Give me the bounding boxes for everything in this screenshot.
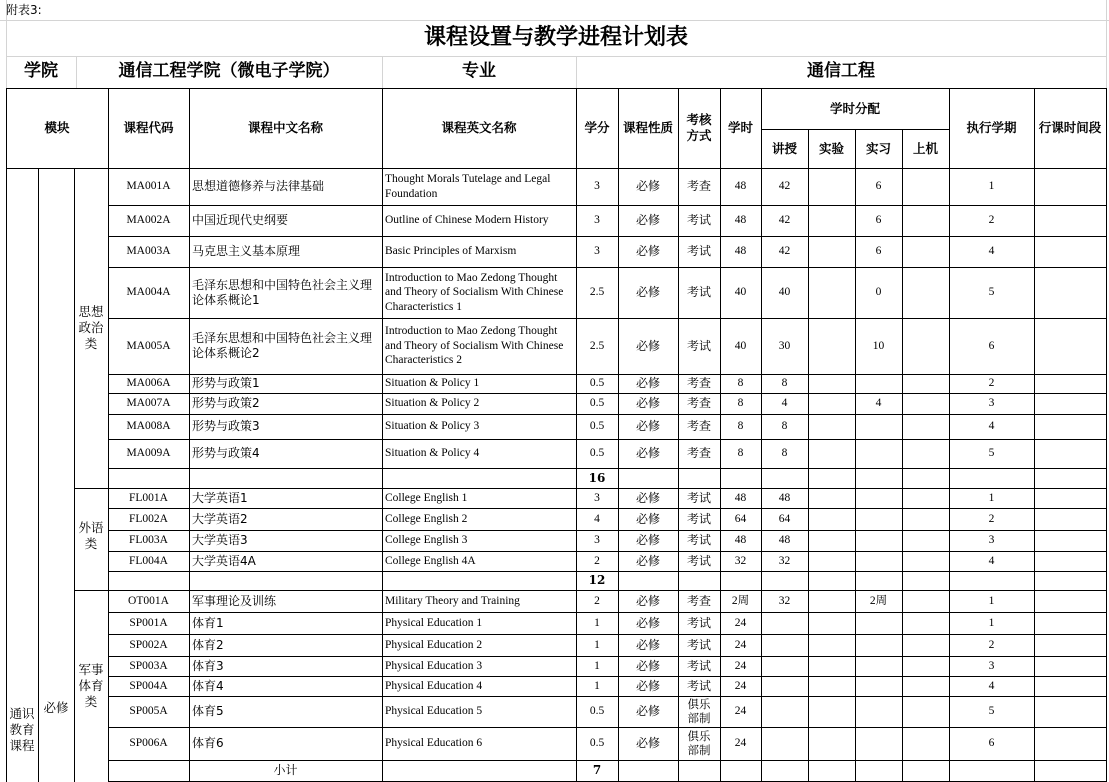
course-hours-cell: 8 xyxy=(737,447,744,460)
course-practice-cell: 10 xyxy=(872,339,885,352)
course-practice-cell xyxy=(855,656,902,676)
course-nature-cell: 必修 xyxy=(635,704,660,718)
course-nature-cell: 必修 xyxy=(635,553,660,568)
module-foreign-language: 外语类 xyxy=(78,519,104,551)
header-nature: 课程性质 xyxy=(622,120,673,136)
course-assess-cell: 考试 xyxy=(686,338,711,353)
course-lecture-cell xyxy=(761,727,808,760)
course-hours-cell: 64 xyxy=(734,512,747,525)
course-hours-cell: 8 xyxy=(737,377,744,390)
course-practice-cell xyxy=(855,676,902,696)
course-semester-cell: 1 xyxy=(988,594,995,607)
course-semester-cell: 5 xyxy=(988,447,995,460)
course-semester-cell: 4 xyxy=(988,420,995,433)
course-code-cell: MA004A xyxy=(126,286,171,299)
course-experiment-cell xyxy=(808,727,855,760)
course-credit-cell: 4 xyxy=(594,512,600,525)
course-lecture-cell: 48 xyxy=(778,534,791,547)
subtotal-military-label: 小计 xyxy=(273,762,298,777)
course-nature-cell: 必修 xyxy=(635,179,660,193)
course-cn-cell: 毛泽东思想和中国特色社会主义理论体系概论1 xyxy=(192,277,373,307)
course-en-cell: Situation & Policy 4 xyxy=(385,447,480,460)
course-experiment-cell xyxy=(808,374,855,393)
course-semester-cell: 2 xyxy=(988,512,995,525)
course-practice-cell: 2周 xyxy=(869,594,888,607)
course-assess-cell: 考查 xyxy=(686,593,711,608)
course-lecture-cell: 64 xyxy=(778,512,791,525)
course-experiment-cell xyxy=(808,267,855,318)
course-computer-cell xyxy=(902,508,949,530)
course-credit-cell: 2 xyxy=(594,594,600,607)
course-en-cell: Physical Education 5 xyxy=(385,705,483,718)
course-practice-cell xyxy=(855,374,902,393)
course-semester-cell: 4 xyxy=(988,554,995,567)
course-semester-cell: 6 xyxy=(988,339,995,352)
course-lecture-cell: 42 xyxy=(778,214,791,227)
course-code-cell: FL002A xyxy=(129,512,168,525)
course-computer-cell xyxy=(902,488,949,508)
course-cn-cell: 大学英语4A xyxy=(192,553,256,568)
course-semester-cell: 3 xyxy=(988,534,995,547)
course-assess-cell: 考试 xyxy=(686,213,711,227)
course-assess-cell: 考试 xyxy=(686,678,711,693)
course-experiment-cell xyxy=(808,439,855,468)
header-name-en: 课程英文名称 xyxy=(441,120,517,136)
course-assess-cell: 考试 xyxy=(686,511,711,526)
course-credit-cell: 2.5 xyxy=(589,286,605,299)
course-practice-cell xyxy=(855,696,902,727)
course-lecture-cell: 4 xyxy=(781,397,788,410)
course-practice-cell xyxy=(855,439,902,468)
course-en-cell: Outline of Chinese Modern History xyxy=(385,214,549,227)
course-assess-cell: 俱乐部制 xyxy=(687,697,711,725)
course-computer-cell xyxy=(902,696,949,727)
subtotal-foreign: 12 xyxy=(588,573,606,587)
course-computer-cell xyxy=(902,267,949,318)
course-en-cell: Introduction to Mao Zedong Thought and Theory of Socialism With Chinese Characteristics 2 xyxy=(385,325,564,367)
course-cn-cell: 体育6 xyxy=(192,736,224,750)
course-en-cell: Military Theory and Training xyxy=(385,594,520,607)
course-cn-cell: 形势与政策2 xyxy=(192,396,260,410)
course-lecture-cell: 40 xyxy=(778,286,791,299)
course-hours-cell: 24 xyxy=(734,659,747,672)
course-credit-cell: 0.5 xyxy=(589,420,605,433)
course-experiment-cell xyxy=(808,530,855,551)
course-code-cell: MA002A xyxy=(126,214,171,227)
course-cn-cell: 形势与政策4 xyxy=(192,446,260,460)
course-code-cell: SP001A xyxy=(129,616,168,629)
course-practice-cell: 6 xyxy=(875,245,882,258)
course-lecture-cell: 42 xyxy=(778,180,791,193)
course-credit-cell: 2.5 xyxy=(589,339,605,352)
header-practice: 实习 xyxy=(865,140,891,156)
course-practice-cell: 4 xyxy=(875,397,882,410)
course-cn-cell: 体育3 xyxy=(192,658,224,673)
course-computer-cell xyxy=(902,414,949,439)
course-nature-cell: 必修 xyxy=(635,511,660,526)
course-semester-cell: 5 xyxy=(988,705,995,718)
course-semester-cell: 5 xyxy=(988,286,995,299)
course-experiment-cell xyxy=(808,634,855,656)
course-computer-cell xyxy=(902,656,949,676)
course-cn-cell: 体育1 xyxy=(192,615,224,630)
course-nature-cell: 必修 xyxy=(635,678,660,693)
course-practice-cell xyxy=(855,634,902,656)
course-practice-cell xyxy=(855,727,902,760)
course-cn-cell: 思想道德修养与法律基础 xyxy=(192,179,325,193)
course-assess-cell: 考试 xyxy=(686,533,711,547)
header-credit: 学分 xyxy=(584,120,610,136)
course-semester-cell: 3 xyxy=(988,659,995,672)
course-practice-cell: 0 xyxy=(875,286,882,299)
course-lecture-cell xyxy=(761,612,808,634)
course-en-cell: Thought Morals Tutelage and Legal Foundation xyxy=(385,173,551,200)
course-credit-cell: 3 xyxy=(594,245,600,258)
course-lecture-cell: 30 xyxy=(778,339,791,352)
course-practice-cell xyxy=(855,551,902,571)
module-military-sports: 军事体育类 xyxy=(78,661,104,710)
course-cn-cell: 大学英语3 xyxy=(192,533,248,547)
course-experiment-cell xyxy=(808,612,855,634)
subtotal-military: 7 xyxy=(592,762,602,777)
course-nature-cell: 必修 xyxy=(635,736,660,750)
header-code: 课程代码 xyxy=(123,120,174,136)
course-computer-cell xyxy=(902,634,949,656)
course-assess-cell: 考试 xyxy=(686,285,711,299)
course-hours-cell: 40 xyxy=(734,339,747,352)
course-credit-cell: 2 xyxy=(594,554,600,567)
course-nature-cell: 必修 xyxy=(635,533,660,547)
course-code-cell: MA003A xyxy=(126,245,171,258)
course-nature-cell: 必修 xyxy=(635,285,660,299)
course-semester-cell: 2 xyxy=(988,377,995,390)
course-practice-cell: 6 xyxy=(875,214,882,227)
course-nature-cell: 必修 xyxy=(635,338,660,353)
course-lecture-cell: 48 xyxy=(778,491,791,504)
course-semester-cell: 1 xyxy=(988,491,995,504)
course-lecture-cell: 42 xyxy=(778,245,791,258)
course-semester-cell: 1 xyxy=(988,616,995,629)
course-credit-cell: 0.5 xyxy=(589,737,605,750)
course-credit-cell: 1 xyxy=(594,679,600,692)
course-nature-cell: 必修 xyxy=(635,637,660,652)
course-computer-cell xyxy=(902,551,949,571)
page-title: 课程设置与教学进程计划表 xyxy=(423,25,688,51)
course-credit-cell: 0.5 xyxy=(589,447,605,460)
course-cn-cell: 大学英语1 xyxy=(192,490,248,505)
module-required: 必修 xyxy=(43,699,69,715)
course-hours-cell: 48 xyxy=(734,534,747,547)
header-computer: 上机 xyxy=(912,140,938,156)
major-label: 专业 xyxy=(462,61,496,82)
subtotal-politics: 16 xyxy=(588,470,606,485)
course-hours-cell: 48 xyxy=(734,491,747,504)
course-credit-cell: 0.5 xyxy=(589,397,605,410)
course-experiment-cell xyxy=(808,508,855,530)
header-weekly-slot: 行课时间段 xyxy=(1038,120,1102,136)
course-semester-cell: 4 xyxy=(988,679,995,692)
course-practice-cell xyxy=(855,488,902,508)
course-lecture-cell xyxy=(761,634,808,656)
college-value: 通信工程学院（微电子学院） xyxy=(118,61,340,82)
course-en-cell: Physical Education 1 xyxy=(385,616,483,629)
course-experiment-cell xyxy=(808,318,855,374)
course-semester-cell: 2 xyxy=(988,638,995,651)
course-semester-cell: 6 xyxy=(988,737,995,750)
course-en-cell: College English 2 xyxy=(385,512,468,525)
course-en-cell: Situation & Policy 2 xyxy=(385,397,480,410)
course-practice-cell xyxy=(855,414,902,439)
course-assess-cell: 考试 xyxy=(686,615,711,630)
header-hours: 学时 xyxy=(727,120,753,136)
course-code-cell: MA007A xyxy=(126,397,171,410)
course-computer-cell xyxy=(902,236,949,267)
course-code-cell: FL001A xyxy=(129,491,168,504)
course-en-cell: Situation & Policy 1 xyxy=(385,377,480,390)
course-hours-cell: 48 xyxy=(734,245,747,258)
course-cn-cell: 体育2 xyxy=(192,637,224,652)
course-experiment-cell xyxy=(808,236,855,267)
course-code-cell: SP002A xyxy=(129,638,168,651)
course-hours-cell: 24 xyxy=(734,616,747,629)
course-en-cell: Introduction to Mao Zedong Thought and Theory of Socialism With Chinese Characteristics 1 xyxy=(385,271,564,313)
course-lecture-cell xyxy=(761,676,808,696)
course-computer-cell xyxy=(902,393,949,414)
course-code-cell: MA005A xyxy=(126,339,171,352)
course-lecture-cell xyxy=(761,696,808,727)
course-nature-cell: 必修 xyxy=(635,490,660,505)
course-experiment-cell xyxy=(808,656,855,676)
course-credit-cell: 0.5 xyxy=(589,705,605,718)
course-hours-cell: 48 xyxy=(734,214,747,227)
course-assess-cell: 考查 xyxy=(686,179,711,193)
module-general-education: 通识教育课程 xyxy=(9,705,35,754)
course-computer-cell xyxy=(902,727,949,760)
course-lecture-cell: 8 xyxy=(781,420,788,433)
course-computer-cell xyxy=(902,374,949,393)
course-code-cell: FL004A xyxy=(129,554,168,567)
course-lecture-cell: 8 xyxy=(781,447,788,460)
course-experiment-cell xyxy=(808,393,855,414)
course-credit-cell: 1 xyxy=(594,616,600,629)
course-code-cell: SP003A xyxy=(129,659,168,672)
course-nature-cell: 必修 xyxy=(635,213,660,227)
course-assess-cell: 俱乐部制 xyxy=(687,729,711,757)
course-en-cell: College English 4A xyxy=(385,554,476,567)
course-practice-cell xyxy=(855,530,902,551)
course-code-cell: FL003A xyxy=(129,534,168,547)
course-en-cell: Physical Education 6 xyxy=(385,737,483,750)
course-cn-cell: 大学英语2 xyxy=(192,511,248,526)
course-cn-cell: 体育4 xyxy=(192,678,224,693)
course-en-cell: Physical Education 2 xyxy=(385,638,483,651)
course-hours-cell: 24 xyxy=(734,638,747,651)
course-credit-cell: 3 xyxy=(594,180,600,193)
course-hours-cell: 48 xyxy=(734,180,747,193)
course-nature-cell: 必修 xyxy=(635,244,660,258)
course-cn-cell: 毛泽东思想和中国特色社会主义理论体系概论2 xyxy=(192,331,373,360)
course-semester-cell: 3 xyxy=(988,397,995,410)
course-experiment-cell xyxy=(808,414,855,439)
course-assess-cell: 考试 xyxy=(686,658,711,673)
course-code-cell: MA006A xyxy=(126,377,171,390)
course-credit-cell: 1 xyxy=(594,659,600,672)
course-computer-cell xyxy=(902,676,949,696)
major-value: 通信工程 xyxy=(807,61,875,82)
course-nature-cell: 必修 xyxy=(635,658,660,673)
course-code-cell: OT001A xyxy=(128,594,169,607)
course-cn-cell: 中国近现代史纲要 xyxy=(192,213,289,227)
course-nature-cell: 必修 xyxy=(635,593,660,608)
course-computer-cell xyxy=(902,439,949,468)
course-hours-cell: 24 xyxy=(734,679,747,692)
course-computer-cell xyxy=(902,530,949,551)
header-experiment: 实验 xyxy=(818,140,844,156)
course-lecture-cell: 32 xyxy=(778,594,791,607)
course-assess-cell: 考试 xyxy=(686,244,711,258)
course-assess-cell: 考查 xyxy=(686,446,711,460)
course-en-cell: Physical Education 4 xyxy=(385,679,483,692)
course-practice-cell xyxy=(855,612,902,634)
header-lecture: 讲授 xyxy=(771,140,797,156)
course-assess-cell: 考试 xyxy=(686,553,711,568)
course-hours-cell: 2周 xyxy=(731,594,750,607)
course-experiment-cell xyxy=(808,205,855,236)
course-semester-cell: 2 xyxy=(988,214,995,227)
course-semester-cell: 1 xyxy=(988,180,995,193)
course-nature-cell: 必修 xyxy=(635,376,660,390)
course-assess-cell: 考查 xyxy=(686,376,711,390)
attachment-note: 附表3: xyxy=(6,2,42,17)
course-experiment-cell xyxy=(808,488,855,508)
course-practice-cell: 6 xyxy=(875,180,882,193)
course-hours-cell: 40 xyxy=(734,286,747,299)
course-credit-cell: 3 xyxy=(594,534,600,547)
course-credit-cell: 0.5 xyxy=(589,377,605,390)
course-computer-cell xyxy=(902,318,949,374)
course-computer-cell xyxy=(902,612,949,634)
course-credit-cell: 3 xyxy=(594,214,600,227)
header-semester: 执行学期 xyxy=(966,120,1017,136)
course-experiment-cell xyxy=(808,551,855,571)
course-lecture-cell: 32 xyxy=(778,554,791,567)
course-nature-cell: 必修 xyxy=(635,396,660,410)
course-semester-cell: 4 xyxy=(988,245,995,258)
college-label: 学院 xyxy=(24,61,58,82)
course-credit-cell: 1 xyxy=(594,638,600,651)
course-code-cell: MA008A xyxy=(126,420,171,433)
course-code-cell: MA009A xyxy=(126,447,171,460)
course-en-cell: Situation & Policy 3 xyxy=(385,420,480,433)
course-cn-cell: 体育5 xyxy=(192,704,224,718)
course-code-cell: SP004A xyxy=(129,679,168,692)
course-hours-cell: 8 xyxy=(737,420,744,433)
header-hour-distribution: 学时分配 xyxy=(829,100,880,116)
course-hours-cell: 24 xyxy=(734,737,747,750)
course-experiment-cell xyxy=(808,590,855,612)
course-code-cell: SP005A xyxy=(129,705,168,718)
course-assess-cell: 考查 xyxy=(686,396,711,410)
course-hours-cell: 8 xyxy=(737,397,744,410)
course-nature-cell: 必修 xyxy=(635,446,660,460)
module-politics: 思想政治类 xyxy=(78,303,104,352)
course-hours-cell: 32 xyxy=(734,554,747,567)
course-nature-cell: 必修 xyxy=(635,615,660,630)
course-experiment-cell xyxy=(808,676,855,696)
course-assess-cell: 考查 xyxy=(686,419,711,433)
header-name-cn: 课程中文名称 xyxy=(247,120,323,136)
course-hours-cell: 24 xyxy=(734,705,747,718)
course-computer-cell xyxy=(902,205,949,236)
course-code-cell: SP006A xyxy=(129,737,168,750)
course-computer-cell xyxy=(902,168,949,205)
course-en-cell: College English 1 xyxy=(385,491,468,504)
course-computer-cell xyxy=(902,590,949,612)
course-experiment-cell xyxy=(808,168,855,205)
course-cn-cell: 形势与政策1 xyxy=(192,376,260,390)
course-cn-cell: 形势与政策3 xyxy=(192,419,260,433)
course-en-cell: College English 3 xyxy=(385,534,468,547)
course-cn-cell: 军事理论及训练 xyxy=(192,593,277,608)
course-assess-cell: 考试 xyxy=(686,490,711,505)
course-assess-cell: 考试 xyxy=(686,637,711,652)
course-en-cell: Physical Education 3 xyxy=(385,659,483,672)
course-lecture-cell: 8 xyxy=(781,377,788,390)
course-credit-cell: 3 xyxy=(594,491,600,504)
header-module: 模块 xyxy=(44,120,70,136)
course-en-cell: Basic Principles of Marxism xyxy=(385,245,517,258)
course-cn-cell: 马克思主义基本原理 xyxy=(192,244,301,258)
course-code-cell: MA001A xyxy=(126,180,171,193)
course-nature-cell: 必修 xyxy=(635,419,660,433)
course-practice-cell xyxy=(855,508,902,530)
course-experiment-cell xyxy=(808,696,855,727)
header-assess: 考核方式 xyxy=(686,112,712,143)
course-lecture-cell xyxy=(761,656,808,676)
